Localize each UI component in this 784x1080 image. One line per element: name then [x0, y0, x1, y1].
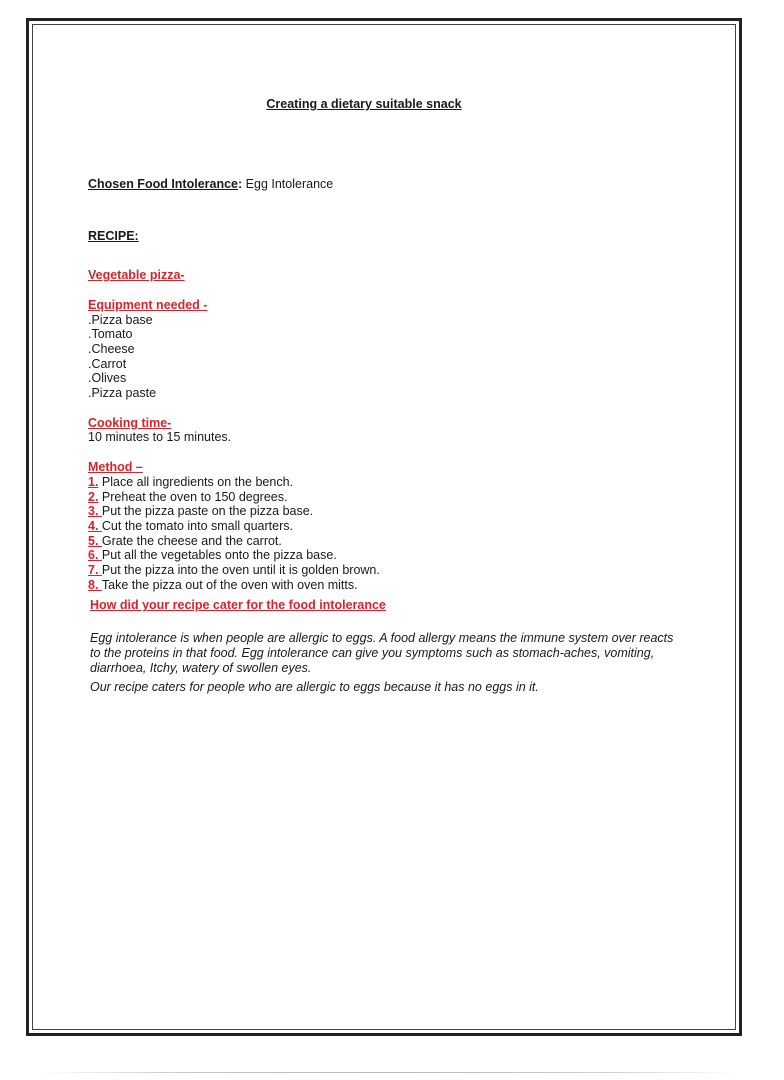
- recipe-heading: RECIPE:: [88, 229, 139, 244]
- step-number: 2.: [88, 489, 99, 504]
- intolerance-value: Egg Intolerance: [242, 176, 334, 191]
- cooking-time-heading: Cooking time-: [88, 415, 172, 430]
- explanation-paragraph-1: Egg intolerance is when people are allergic to eggs. A food allergy means the immune system over reacts to the proteins in that food. Egg intolerance can give you symptoms such as stomach-aches, vomiting, diarrhoea, Itchy, watery of swollen eyes.: [90, 631, 674, 675]
- method-step: [88, 519, 688, 534]
- step-number: 6.: [88, 548, 102, 563]
- step-number: 8.: [88, 577, 102, 592]
- step-text: Put the pizza into the oven until it is golden brown.: [101, 563, 380, 578]
- list-item: .Pizza base: [88, 312, 153, 327]
- step-text: Place all ingredients on the bench.: [98, 474, 294, 489]
- scan-artifact-line: [40, 1072, 740, 1073]
- step-number: 7.: [88, 563, 102, 578]
- step-number: 3.: [88, 504, 102, 519]
- intolerance-colon: :: [238, 176, 243, 191]
- cooking-time-value: 10 minutes to 15 minutes.: [88, 430, 232, 445]
- step-text: Grate the cheese and the carrot.: [101, 533, 282, 548]
- equipment-list: [88, 313, 688, 401]
- list-item: .Cheese: [88, 341, 135, 356]
- method-step: [88, 578, 688, 593]
- step-text: Take the pizza out of the oven with oven mitts.: [101, 577, 358, 592]
- explanation-block: [90, 631, 680, 695]
- intolerance-label: Chosen Food Intolerance: [88, 176, 239, 191]
- list-item: .Pizza paste: [88, 386, 157, 401]
- explanation-paragraph-2: Our recipe caters for people who are allergic to eggs because it has no eggs in it.: [90, 680, 539, 695]
- step-text: Preheat the oven to 150 degrees.: [98, 489, 288, 504]
- method-step: [88, 475, 688, 490]
- intolerance-line: [88, 177, 688, 192]
- equipment-heading: Equipment needed -: [88, 297, 208, 312]
- recipe-name: Vegetable pizza-: [88, 268, 185, 283]
- step-number: 4.: [88, 518, 102, 533]
- method-heading: Method –: [88, 460, 143, 475]
- method-step: [88, 563, 688, 578]
- document-title: Creating a dietary suitable snack: [266, 97, 462, 111]
- step-text: Put the pizza paste on the pizza base.: [101, 504, 314, 519]
- method-list: [88, 475, 688, 593]
- list-item: .Olives: [88, 371, 127, 386]
- list-item: .Carrot: [88, 356, 127, 371]
- document-body: [88, 97, 688, 700]
- method-step: [88, 548, 688, 563]
- method-step: [88, 504, 688, 519]
- method-step: [88, 490, 688, 505]
- cater-heading: How did your recipe cater for the food intolerance: [90, 598, 386, 613]
- method-step: [88, 534, 688, 549]
- step-number: 5.: [88, 533, 102, 548]
- step-number: 1.: [88, 474, 99, 489]
- step-text: Put all the vegetables onto the pizza base.: [101, 548, 337, 563]
- list-item: .Tomato: [88, 327, 133, 342]
- step-text: Cut the tomato into small quarters.: [101, 518, 293, 533]
